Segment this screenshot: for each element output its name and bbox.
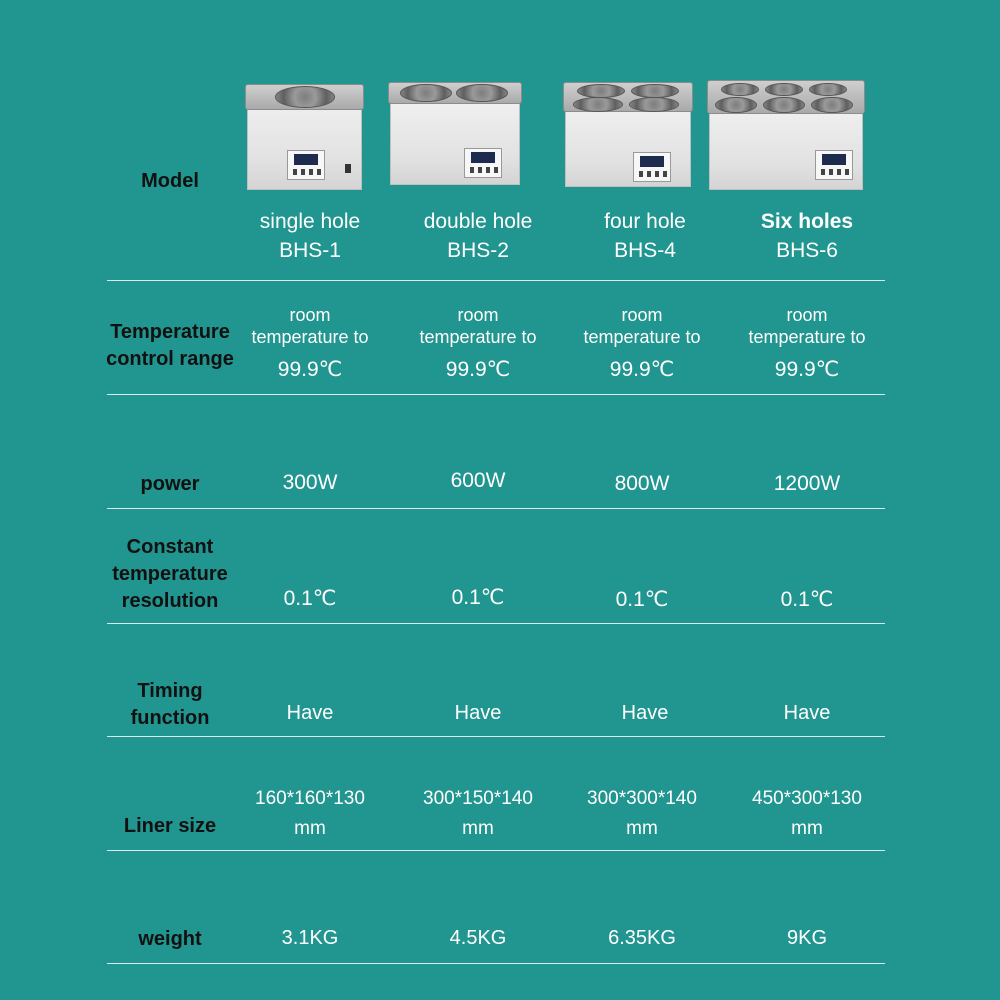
model-code-bhs-2: BHS-2	[447, 239, 509, 262]
resolution-bhs-6: 0.1℃	[780, 588, 834, 611]
power-bhs-6: 1200W	[773, 472, 841, 495]
weight-bhs-6: 9KG	[786, 927, 828, 949]
range-line2-bhs-2: temperature to	[419, 327, 537, 347]
timing-bhs-1: Have	[286, 702, 334, 724]
row-label-liner-size: Liner size	[123, 815, 217, 837]
liner-line1-bhs-2: 300*150*140	[423, 788, 533, 809]
weight-bhs-4: 6.35KG	[608, 927, 676, 949]
row-label-weight: weight	[138, 928, 202, 950]
resolution-bhs-2: 0.1℃	[451, 586, 505, 609]
range-line1-bhs-1: room	[289, 305, 331, 325]
divider	[107, 963, 885, 964]
divider	[107, 623, 885, 624]
timing-bhs-2: Have	[454, 702, 502, 724]
product-image-bhs-2	[388, 80, 523, 185]
row-label-model: Model	[141, 170, 199, 192]
timing-bhs-4: Have	[621, 702, 669, 724]
liner-line2-bhs-2: mm	[462, 818, 494, 839]
row-label-temperature-range: Temperature control range	[106, 321, 234, 370]
range-value-bhs-1: 99.9℃	[277, 358, 343, 381]
model-code-bhs-6: BHS-6	[776, 239, 838, 262]
liner-line2-bhs-6: mm	[791, 818, 823, 839]
range-value-bhs-6: 99.9℃	[774, 358, 840, 381]
range-line1-bhs-4: room	[621, 305, 663, 325]
divider	[107, 736, 885, 737]
divider	[107, 280, 885, 281]
divider	[107, 394, 885, 395]
power-bhs-1: 300W	[282, 471, 338, 494]
power-bhs-2: 600W	[450, 469, 506, 492]
timing-bhs-6: Have	[783, 702, 831, 724]
product-image-bhs-4	[563, 82, 695, 187]
model-code-bhs-4: BHS-4	[614, 239, 676, 262]
divider	[107, 850, 885, 851]
product-image-bhs-6	[707, 80, 867, 190]
range-line2-bhs-4: temperature to	[583, 327, 701, 347]
range-line2-bhs-6: temperature to	[748, 327, 866, 347]
liner-line1-bhs-1: 160*160*130	[255, 788, 365, 809]
range-value-bhs-2: 99.9℃	[445, 358, 511, 381]
liner-line2-bhs-4: mm	[626, 818, 658, 839]
liner-line2-bhs-1: mm	[294, 818, 326, 839]
resolution-bhs-4: 0.1℃	[615, 588, 669, 611]
resolution-bhs-1: 0.1℃	[283, 587, 337, 610]
range-line2-bhs-1: temperature to	[251, 327, 369, 347]
model-name-bhs-6: Six holes	[760, 210, 854, 233]
model-name-bhs-4: four hole	[604, 210, 686, 233]
model-code-bhs-1: BHS-1	[279, 239, 341, 262]
row-label-timing: Timing function	[130, 680, 210, 729]
power-bhs-4: 800W	[614, 472, 670, 495]
weight-bhs-1: 3.1KG	[281, 927, 339, 949]
row-label-resolution: Constant temperature resolution	[112, 536, 228, 612]
range-line1-bhs-6: room	[786, 305, 828, 325]
model-name-bhs-1: single hole	[259, 210, 361, 233]
weight-bhs-2: 4.5KG	[449, 927, 507, 949]
model-name-bhs-2: double hole	[423, 210, 533, 233]
liner-line1-bhs-4: 300*300*140	[587, 788, 697, 809]
range-line1-bhs-2: room	[457, 305, 499, 325]
row-label-power: power	[140, 473, 200, 495]
range-value-bhs-4: 99.9℃	[609, 358, 675, 381]
divider	[107, 508, 885, 509]
liner-line1-bhs-6: 450*300*130	[752, 788, 862, 809]
product-image-bhs-1	[245, 70, 365, 190]
